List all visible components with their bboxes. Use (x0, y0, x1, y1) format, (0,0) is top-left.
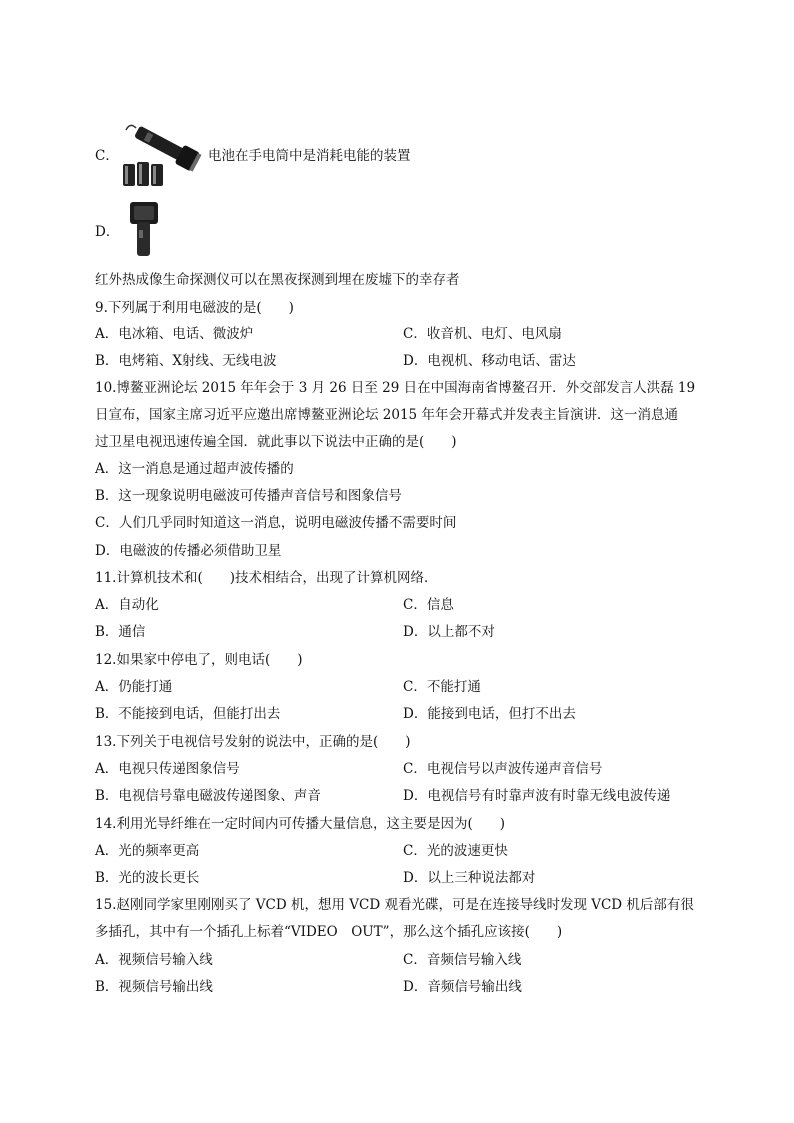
option-c-letter: C． (95, 148, 119, 164)
q9-option-b: B．电烤箱、X射线、无线电波 (95, 353, 277, 369)
option-d-letter: D． (95, 224, 120, 240)
option-c-text: 电池在手电筒中是消耗电能的装置 (208, 148, 411, 164)
question-11-stem: 11.计算机技术和( )技术相结合，出现了计算机网络． (95, 570, 438, 586)
flashlight-figure (120, 122, 206, 190)
q10-option-c: C．人们几乎同时知道这一消息，说明电磁波传播不需要时间 (95, 515, 457, 531)
q9-option-d: D．电视机、移动电话、雷达 (403, 353, 576, 369)
q10-option-a: A．这一消息是通过超声波传播的 (95, 461, 294, 477)
q11-option-d: D．以上都不对 (403, 624, 495, 640)
q13-option-d: D．电视信号有时靠声波有时靠无线电波传递 (403, 788, 671, 804)
q14-option-b: B．光的波长更长 (95, 870, 200, 886)
lanyard-icon (126, 125, 136, 130)
q12-option-b: B．不能接到电话，但能打出去 (95, 706, 281, 722)
question-15-stem-line-2: 多插孔，其中有一个插孔上标着“VIDEO OUT”，那么这个插孔应该接( ) (95, 924, 563, 940)
q14-option-d: D．以上三种说法都对 (403, 870, 536, 886)
thermal-camera-icon (130, 202, 158, 256)
q14-option-c: C．光的波速更快 (403, 843, 508, 859)
q15-option-c: C．音频信号输入线 (403, 952, 522, 968)
q9-option-c: C．收音机、电灯、电风扇 (403, 326, 562, 342)
question-12-stem: 12.如果家中停电了，则电话( ) (95, 652, 303, 668)
q9-option-a: A．电冰箱、电话、微波炉 (95, 326, 254, 342)
q13-option-b: B．电视信号靠电磁波传递图象、声音 (95, 788, 321, 804)
q10-option-d: D．电磁波的传播必须借助卫星 (95, 543, 282, 559)
question-10-stem-line-2: 日宣布，国家主席习近平应邀出席博鳌亚洲论坛 2015 年年会开幕式并发表主旨演讲．这一消息通 (95, 407, 678, 423)
question-9-stem: 9.下列属于利用电磁波的是( ) (95, 300, 294, 316)
option-d-text: 红外热成像生命探测仪可以在黑夜探测到埋在废墟下的幸存者 (95, 272, 460, 288)
q14-option-a: A．光的频率更高 (95, 843, 200, 859)
q15-option-a: A．视频信号输入线 (95, 952, 213, 968)
question-14-stem: 14.利用光导纤维在一定时间内可传播大量信息，这主要是因为( ) (95, 816, 506, 832)
batteries-icon (123, 162, 163, 186)
q11-option-c: C．信息 (403, 597, 454, 613)
q10-option-b: B．这一现象说明电磁波可传播声音信号和图象信号 (95, 488, 402, 504)
q13-option-a: A．电视只传递图象信号 (95, 761, 240, 777)
q11-option-b: B．通信 (95, 624, 146, 640)
q12-option-c: C．不能打通 (403, 679, 481, 695)
question-13-stem: 13.下列关于电视信号发射的说法中，正确的是( ) (95, 734, 411, 750)
q15-option-b: B．视频信号输出线 (95, 979, 213, 995)
question-10-stem-line-1: 10.博鳌亚洲论坛 2015 年年会于 3 月 26 日至 29 日在中国海南省博鳌召开．外交部发言人洪磊 19 (95, 380, 696, 396)
q15-option-d: D．音频信号输出线 (403, 979, 522, 995)
question-15-stem-line-1: 15.赵刚同学家里刚刚买了 VCD 机，想用 VCD 观看光碟，可是在连接导线时发现 VCD 机后部有很 (95, 897, 694, 913)
thermal-imager-figure (126, 200, 162, 262)
q12-option-d: D．能接到电话，但打不出去 (403, 706, 576, 722)
q11-option-a: A．自动化 (95, 597, 159, 613)
question-10-stem-line-3: 过卫星电视迅速传遍全国．就此事以下说法中正确的是( ) (95, 434, 457, 450)
q13-option-c: C．电视信号以声波传递声音信号 (403, 761, 603, 777)
q12-option-a: A．仍能打通 (95, 679, 173, 695)
